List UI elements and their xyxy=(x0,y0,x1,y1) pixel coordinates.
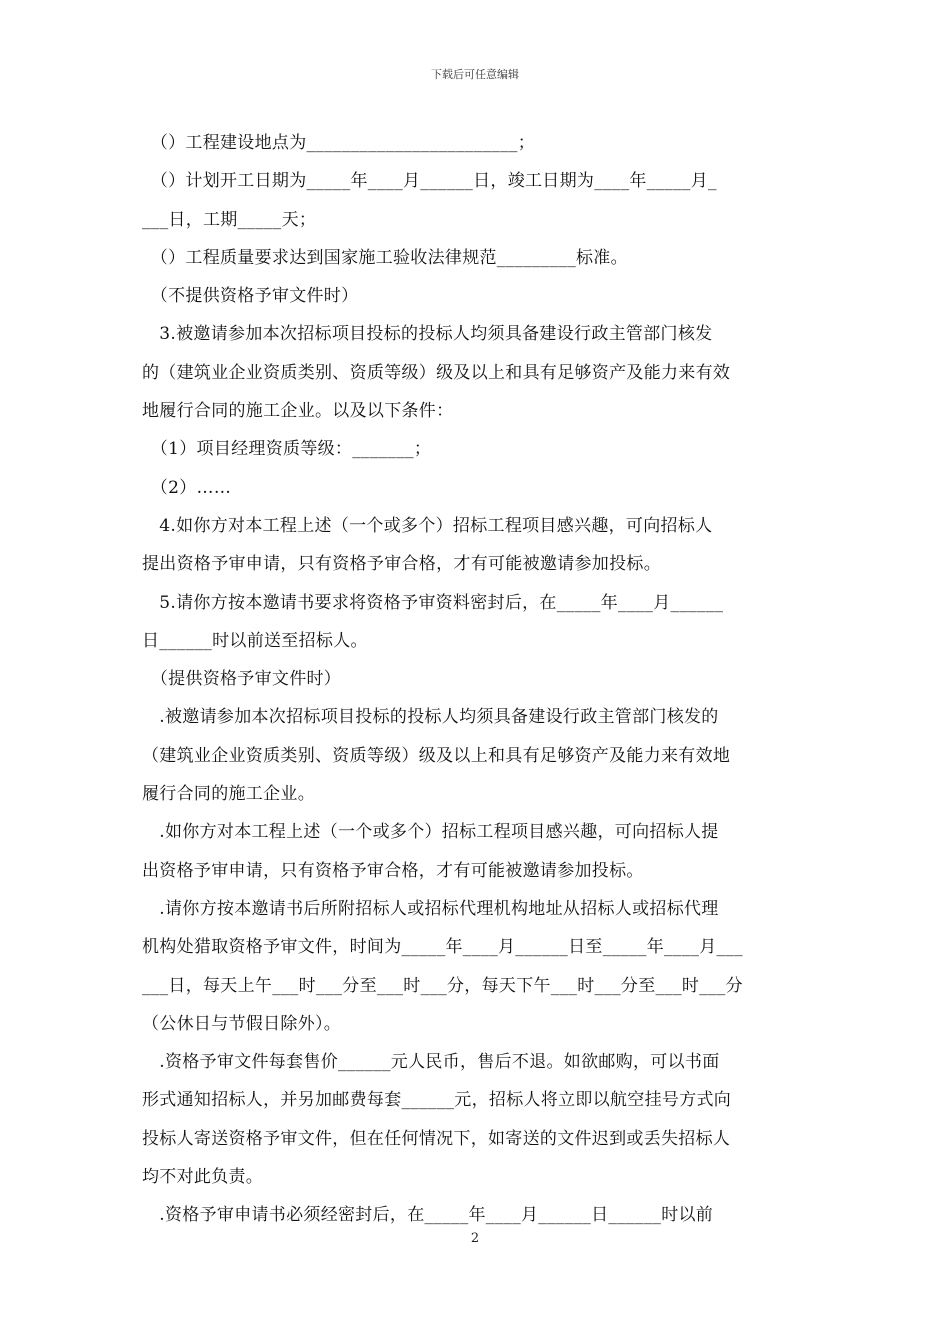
text-line: 5.请你方按本邀请书要求将资格予审资料密封后，在_____年____月______ xyxy=(142,592,724,613)
page-number: 2 xyxy=(470,1231,480,1246)
text-line: 机构处猎取资格予审文件，时间为_____年____月______日至_____年____月___ xyxy=(142,937,743,958)
text-line: （建筑业企业资质类别、资质等级）级及以上和具有足够资产及能力来有效地 xyxy=(142,745,731,766)
text-line: （）工程质量要求达到国家施工验收法律规范_________标准。 xyxy=(142,247,628,268)
text-line: 出资格予审申请，只有资格予审合格，才有可能被邀请参加投标。 xyxy=(142,860,644,881)
text-line: 提出资格予审申请，只有资格予审合格，才有可能被邀请参加投标。 xyxy=(142,554,661,575)
text-line: 地履行合同的施工企业。以及以下条件： xyxy=(142,401,454,422)
text-line: 的（建筑业企业资质类别、资质等级）级及以上和具有足够资产及能力来有效 xyxy=(142,362,731,383)
text-line: .如你方对本工程上述（一个或多个）招标工程项目感兴趣，可向招标人提 xyxy=(142,822,719,843)
text-line: （）计划开工日期为_____年____月______日，竣工日期为____年_____月_ xyxy=(142,171,717,192)
text-line: （提供资格予审文件时） xyxy=(142,669,342,690)
text-line: （）工程建设地点为________________________； xyxy=(142,133,535,153)
text-line: ___日，工期_____天； xyxy=(142,209,317,230)
text-line: 3.被邀请参加本次招标项目投标的投标人均须具备建设行政主管部门核发 xyxy=(142,324,713,345)
text-line: .资格予审文件每套售价______元人民币，售后不退。如欲邮购，可以书面 xyxy=(142,1052,720,1073)
text-line: 日______时以前送至招标人。 xyxy=(142,630,368,651)
page-header: 下载后可任意编辑 xyxy=(431,68,519,81)
text-line: .被邀请参加本次招标项目投标的投标人均须具备建设行政主管部门核发的 xyxy=(142,707,719,728)
text-line: 投标人寄送资格予审文件，但在任何情况下，如寄送的文件迟到或丢失招标人 xyxy=(142,1128,731,1149)
text-line: .资格予审申请书必须经密封后，在_____年____月______日______时以前 xyxy=(142,1205,714,1226)
text-line: .请你方按本邀请书后所附招标人或招标代理机构地址从招标人或招标代理 xyxy=(142,898,719,919)
text-line: 4.如你方对本工程上述（一个或多个）招标工程项目感兴趣，可向招标人 xyxy=(142,515,713,536)
text-line: （不提供资格予审文件时） xyxy=(142,286,359,307)
text-line: （2）…… xyxy=(142,477,232,498)
text-line: 履行合同的施工企业。 xyxy=(142,784,315,805)
text-line: ___日，每天上午___时___分至___时___分，每天下午___时___分至___时___分 xyxy=(142,975,743,996)
text-line: （公休日与节假日除外）。 xyxy=(142,1013,342,1034)
document-body xyxy=(142,124,812,1235)
text-line: 形式通知招标人，并另加邮费每套______元，招标人将立即以航空挂号方式向 xyxy=(142,1090,732,1111)
text-line: 均不对此负责。 xyxy=(142,1167,264,1188)
text-line: （1）项目经理资质等级：_______； xyxy=(142,439,432,460)
